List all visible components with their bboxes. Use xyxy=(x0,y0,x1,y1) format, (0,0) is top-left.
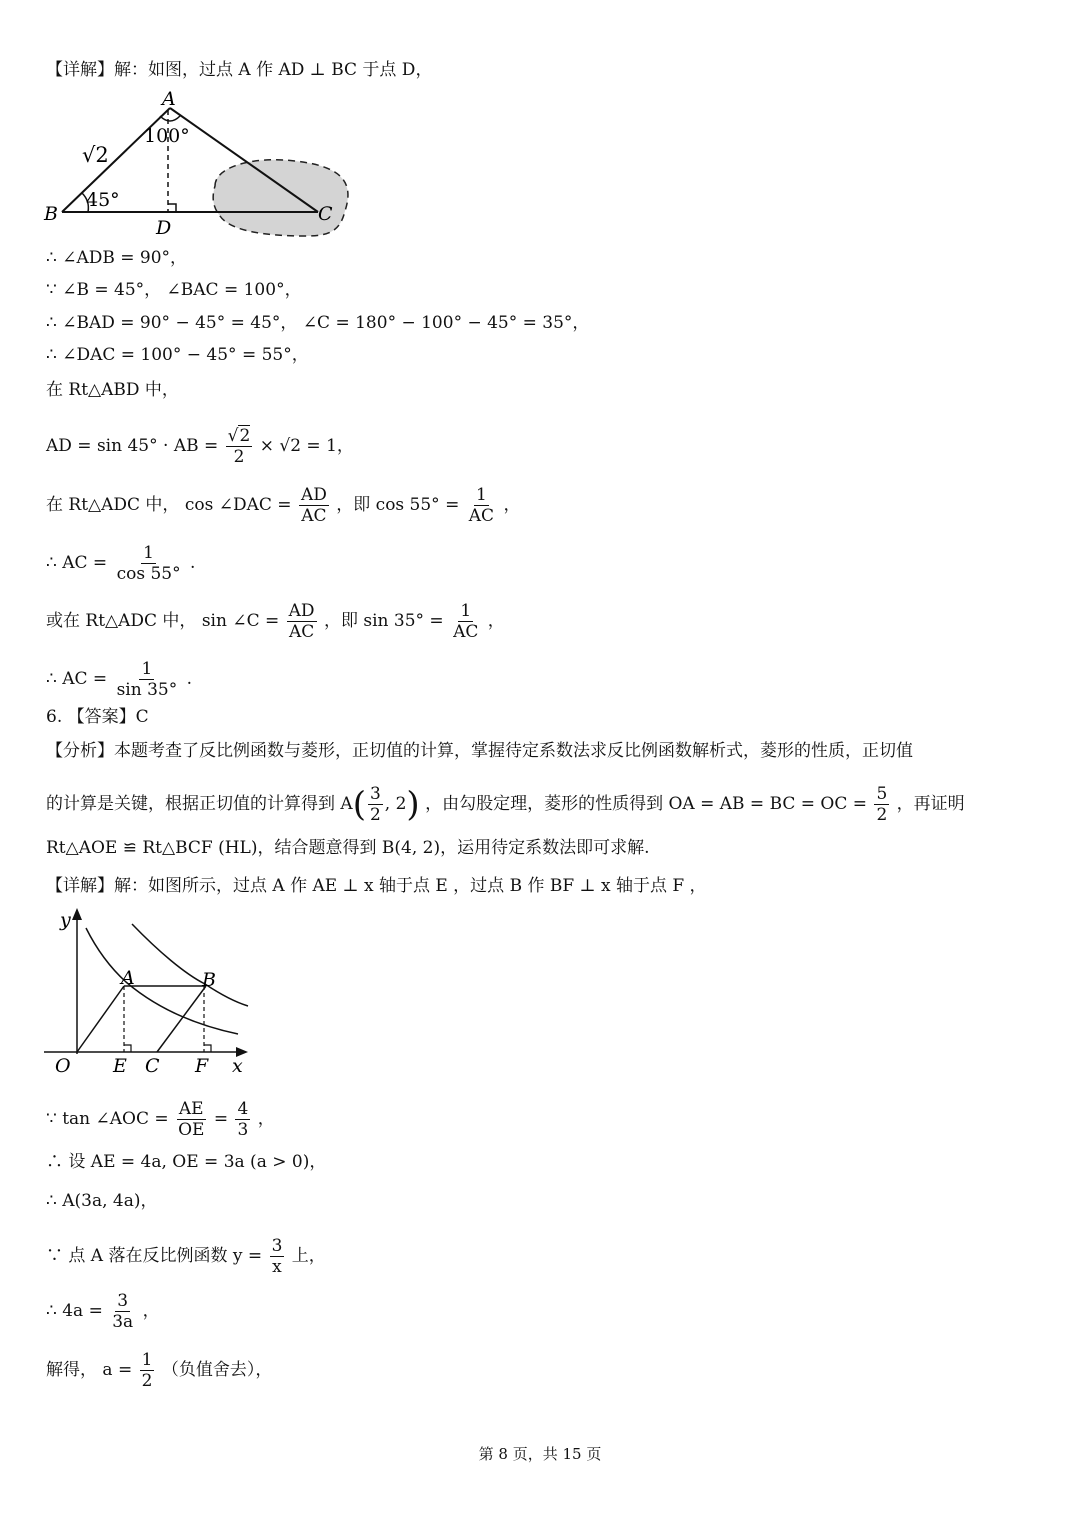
fraction xyxy=(140,1350,155,1391)
ac-end: . xyxy=(189,553,196,573)
line-bad: ∴ ∠BAD = 90° − 45° = 45°， ∠C = 180° − 100° − 45° = 35°， xyxy=(46,313,590,333)
fraction xyxy=(110,1291,135,1332)
analysis-line-3: Rt△AOE ≌ Rt△BCF (HL)，结合题意得到 B(4, 2)，运用待定系数法即可求解. xyxy=(46,838,650,858)
curve-outer xyxy=(132,924,248,1006)
fraction xyxy=(235,1099,250,1140)
frac-den: cos 55° xyxy=(116,564,181,584)
side-sqrt2: √2 xyxy=(82,143,109,167)
analysis-pre: 的计算是关键，根据正切值的计算得到 A xyxy=(46,794,353,814)
cos-pre: 在 Rt△ADC 中， cos ∠DAC = xyxy=(46,495,292,515)
label-d: D xyxy=(156,217,172,239)
question-6-answer: 6. 【答案】C xyxy=(46,707,149,727)
line-ac-cos xyxy=(46,543,195,584)
page-footer: 第 8 页，共 15 页 xyxy=(478,1445,602,1463)
eq-pre: ∴ 4a = xyxy=(46,1301,103,1321)
fraction xyxy=(299,485,329,526)
analysis-line-2: 的计算是关键，根据正切值的计算得到 A( $\frac{3}{2}$ , 2) ，由勾股定理，菱形的性质得到 OA = AB = BC = OC = $\frac{5}{2}$ ，再证明 xyxy=(46,784,965,825)
line-on-curve xyxy=(46,1236,326,1277)
label-f: F xyxy=(195,1055,209,1076)
line-given: ∵ ∠B = 45°， ∠BAC = 100°， xyxy=(46,280,302,300)
frac-num: AD xyxy=(300,485,327,505)
frac-num: 5 xyxy=(876,784,888,804)
fraction xyxy=(368,784,383,825)
line-sin xyxy=(46,601,505,642)
label-o: O xyxy=(55,1055,71,1076)
frac-num: 1 xyxy=(460,601,472,621)
line-tan: ∵ tan ∠AOC = $\frac{AE}{OE}$ = $\frac{4}{3}$ ， xyxy=(46,1099,275,1140)
frac-den: 2 xyxy=(141,1371,153,1391)
fraction xyxy=(115,659,180,700)
cos-mid: ，即 cos 55° = xyxy=(336,495,460,515)
frac-den: AC xyxy=(468,506,495,526)
frac-den: 3 xyxy=(237,1120,249,1140)
ad-rest: × √2 = 1， xyxy=(259,436,354,456)
ac-pre: ∴ AC = xyxy=(46,669,108,689)
frac-num: AE xyxy=(178,1099,204,1119)
frac-num: 3 xyxy=(369,784,381,804)
detail-line-2: 【详解】解：如图所示，过点 A 作 AE ⊥ x 轴于点 E ，过点 B 作 BF ⊥ x 轴于点 F ， xyxy=(46,876,707,896)
fraction xyxy=(874,784,889,825)
line-angle-adb: ∴ ∠ADB = 90°， xyxy=(46,248,188,268)
frac-den: sin 35° xyxy=(116,680,178,700)
fraction xyxy=(287,601,317,642)
frac-num: 1 xyxy=(475,485,487,505)
frac-den: 3a xyxy=(112,1312,134,1332)
point-y: , 2 xyxy=(384,794,407,814)
frac-den: AC xyxy=(301,506,327,526)
label-a: A xyxy=(162,88,176,110)
label-e: E xyxy=(113,1055,127,1076)
triangle-figure xyxy=(40,86,360,246)
analysis-end: ，再证明 xyxy=(896,794,965,814)
ac-end: . xyxy=(186,669,193,689)
fraction xyxy=(270,1236,285,1277)
line-cos xyxy=(46,485,520,526)
frac-den: 2 xyxy=(876,805,888,825)
detail-line-1: 【详解】解：如图，过点 A 作 AD ⊥ BC 于点 D， xyxy=(46,60,433,80)
label-x: x xyxy=(232,1055,243,1076)
frac-den: 2 xyxy=(369,805,381,825)
ad-den: 2 xyxy=(233,447,245,467)
line-in-rt-abd: 在 Rt△ABD 中， xyxy=(46,380,179,400)
angle-100: 100° xyxy=(144,125,190,147)
sol-end: （负值舍去）， xyxy=(161,1360,273,1380)
sol-pre: 解得， a = xyxy=(46,1360,133,1380)
line-solution xyxy=(46,1350,272,1391)
sin-end: ， xyxy=(487,611,505,631)
label-c: C xyxy=(318,203,333,225)
label-y: y xyxy=(60,909,71,931)
frac-den: OE xyxy=(178,1120,205,1140)
ad-lhs: AD = sin 45° · AB = xyxy=(46,436,219,456)
tan-pre: ∵ tan ∠AOC = xyxy=(46,1109,169,1129)
frac-num: 4 xyxy=(237,1099,249,1119)
frac-den: AC xyxy=(288,622,315,642)
angle-45: 45° xyxy=(86,189,120,211)
sin-mid: ，即 sin 35° = xyxy=(323,611,444,631)
line-equation xyxy=(46,1291,160,1332)
analysis-line-1: 【分析】本题考查了反比例函数与菱形，正切值的计算，掌握待定系数法求反比例函数解析式，菱形的性质，正切值 xyxy=(46,741,913,761)
fraction: $\frac{√2}{2}$ xyxy=(227,426,251,467)
sin-pre: 或在 Rt△ADC 中， sin ∠C = xyxy=(46,611,280,631)
coordinate-figure xyxy=(40,906,260,1076)
frac-num: 3 xyxy=(271,1236,283,1256)
line-ad xyxy=(46,426,354,467)
frac-num: 1 xyxy=(141,659,153,679)
frac-den: x xyxy=(272,1257,282,1277)
fraction xyxy=(176,1099,206,1140)
label-b: B xyxy=(44,203,58,225)
line-set: ∴ 设 AE = 4a, OE = 3a (a > 0)， xyxy=(46,1152,327,1172)
right-angle-mark xyxy=(168,204,176,212)
fraction xyxy=(451,601,480,642)
fraction xyxy=(115,543,183,584)
label-a: A xyxy=(121,967,135,989)
frac-num: 3 xyxy=(117,1291,129,1311)
line-point-a: ∴ A(3a, 4a)， xyxy=(46,1191,158,1211)
label-c: C xyxy=(145,1055,160,1076)
curve-pre: ∵ 点 A 落在反比例函数 y = xyxy=(46,1246,263,1266)
frac-num: AD xyxy=(288,601,315,621)
analysis-mid: ，由勾股定理，菱形的性质得到 OA = AB = BC = OC = xyxy=(425,794,868,814)
ac-pre: ∴ AC = xyxy=(46,553,108,573)
label-b: B xyxy=(202,969,216,991)
curve-end: 上， xyxy=(291,1246,326,1266)
line-ac-sin xyxy=(46,659,192,700)
fraction xyxy=(467,485,496,526)
ad-num: 2 xyxy=(239,426,251,446)
eq-end: ， xyxy=(142,1301,160,1321)
tan-end: ， xyxy=(257,1109,275,1129)
frac-num: 1 xyxy=(143,543,154,563)
cos-end: ， xyxy=(503,495,521,515)
frac-num: 1 xyxy=(141,1350,153,1370)
line-dac: ∴ ∠DAC = 100° − 45° = 55°， xyxy=(46,345,309,365)
frac-den: AC xyxy=(453,622,479,642)
